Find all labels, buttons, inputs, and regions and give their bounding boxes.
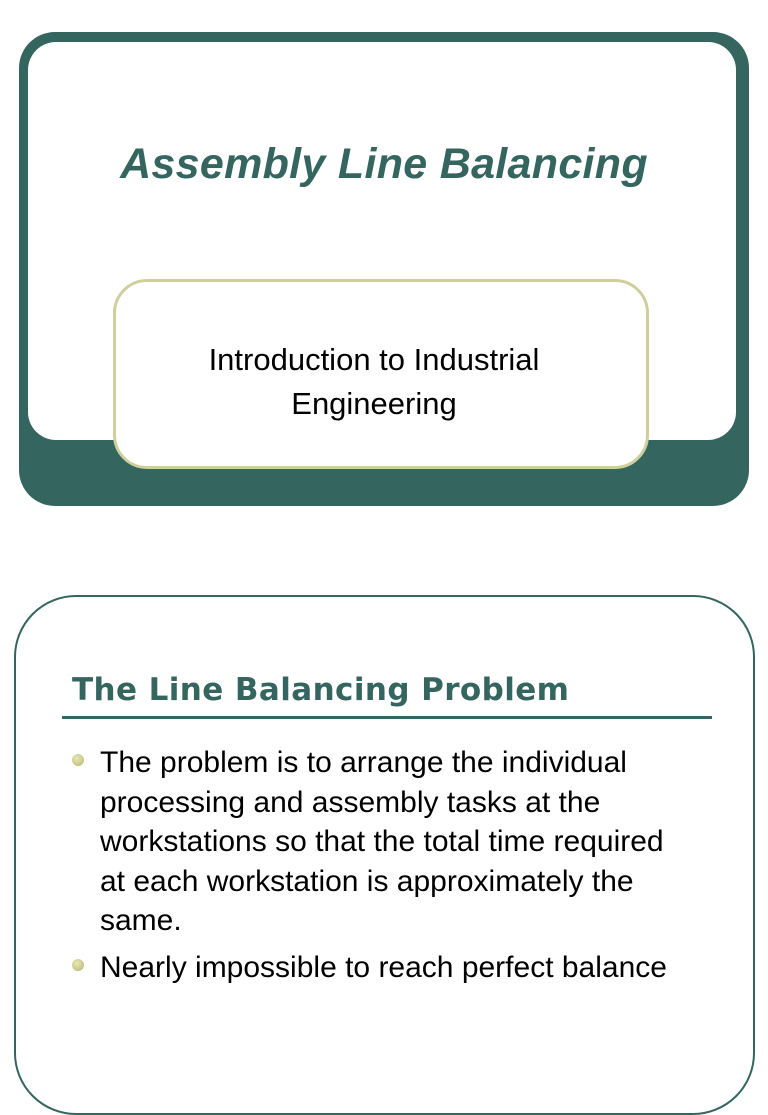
bullet-text: Nearly impossible to reach perfect balance [100, 951, 667, 984]
subtitle-line: Engineering [291, 386, 457, 421]
bullet-item [72, 743, 682, 941]
slide-heading: The Line Balancing Problem [72, 672, 570, 708]
bullet-dot-icon [72, 959, 84, 971]
slide-title: Assembly Line Balancing [120, 140, 648, 188]
bullet-text: The problem is to arrange the individual processing and assembly tasks at the workstations so that the total time required at each workstation is approximately the same. [100, 746, 664, 937]
slide-subtitle [0, 338, 748, 426]
subtitle-line: Introduction to Industrial [208, 342, 540, 377]
heading-divider [62, 716, 712, 719]
bullet-item [72, 948, 682, 988]
bullet-dot-icon [72, 754, 84, 766]
